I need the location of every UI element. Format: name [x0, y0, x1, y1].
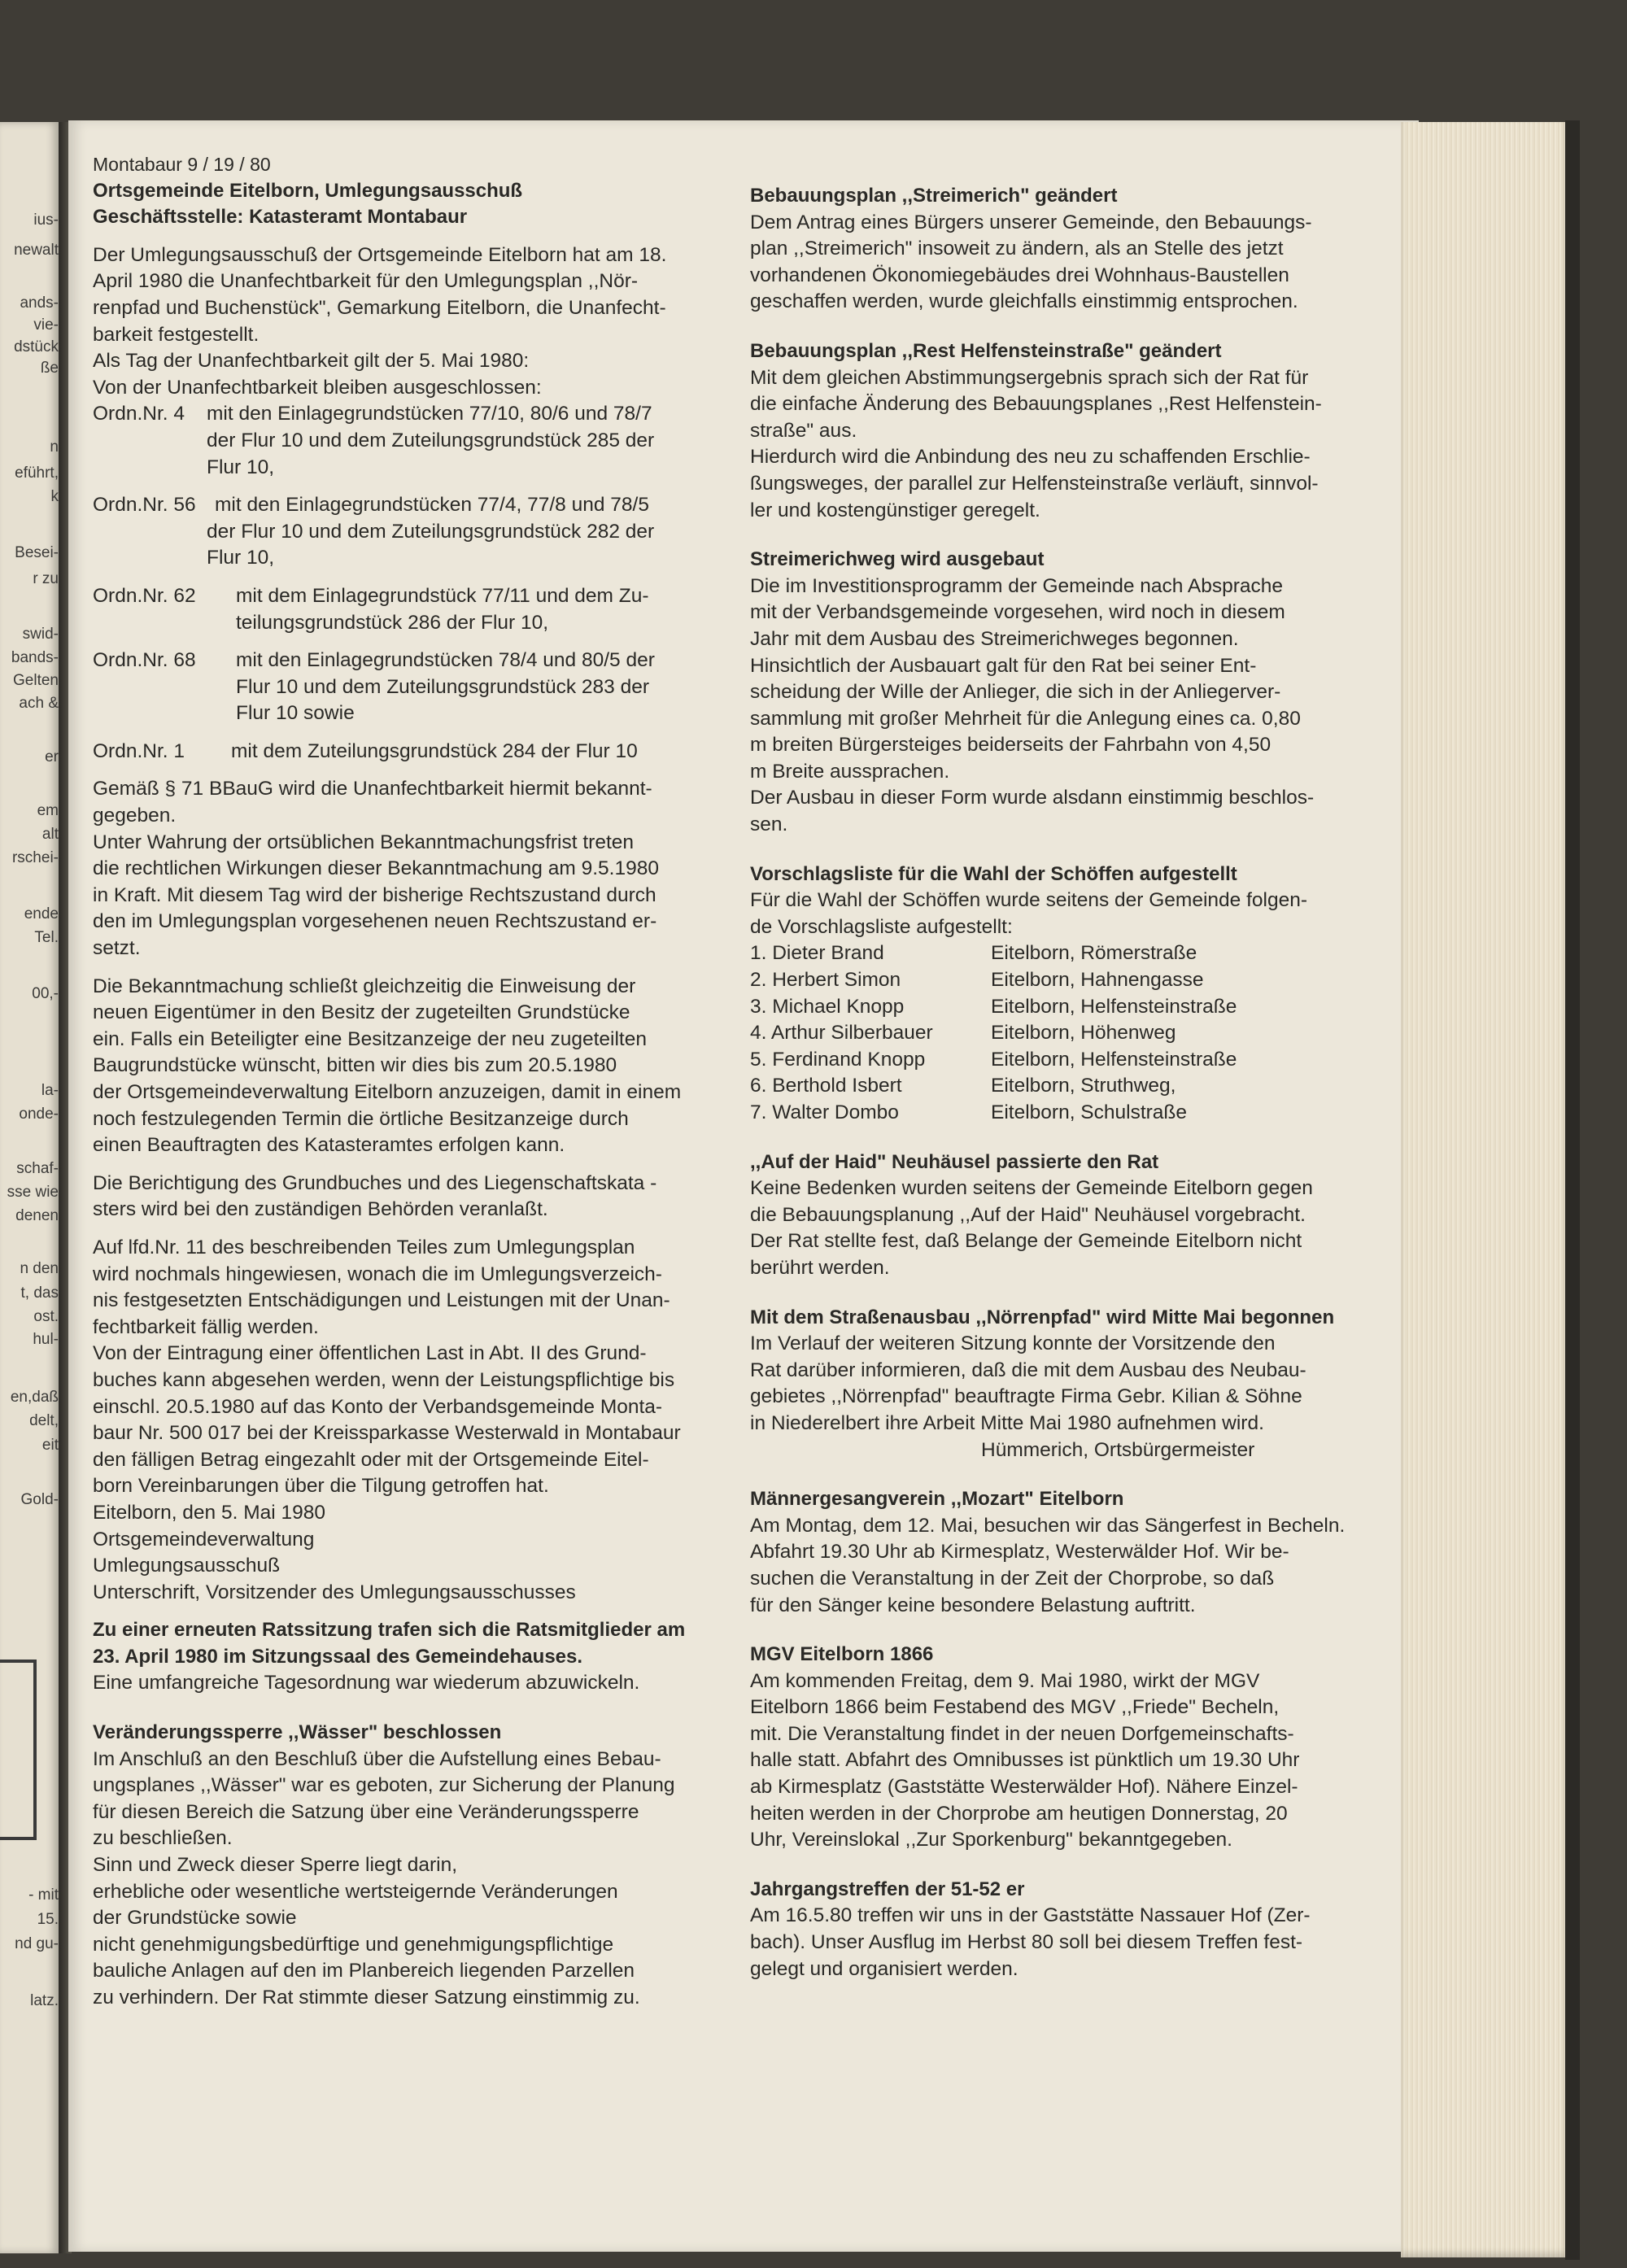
- page-edges: [1401, 122, 1565, 2257]
- previous-page-fragment: bands-: [11, 649, 59, 666]
- candidate-row: [750, 940, 1393, 967]
- text-line: straße" aus.: [750, 419, 857, 442]
- text-line: neuen Eigentümer in den Besitz der zugeteilten Grundstücke: [93, 1001, 630, 1024]
- text-line: sammlung mit großer Mehrheit für die Anlegung eines ca. 0,80: [750, 707, 1301, 730]
- parcel-text: mit den Einlagegrundstücken 77/4, 77/8 und 78/5: [215, 494, 649, 517]
- parcel-text: Flur 10,: [207, 547, 275, 569]
- text-line: born Vereinbarungen über die Tilgung getroffen hat.: [93, 1475, 549, 1498]
- section-heading: Bebauungsplan ,,Streimerich" geändert: [750, 185, 1118, 207]
- text-line: Hierdurch wird die Anbindung des neu zu schaffenden Erschlie-: [750, 446, 1311, 469]
- candidate-address: Eitelborn, Helfensteinstraße: [991, 995, 1237, 1018]
- text-line: Dem Antrag eines Bürgers unserer Gemeinde, den Bebauungs-: [750, 211, 1312, 233]
- candidate-address: Eitelborn, Struthweg,: [991, 1075, 1176, 1097]
- parcel-text: Flur 10 und dem Zuteilungsgrundstück 283 der: [236, 675, 649, 698]
- parcel-number: Ordn.Nr. 62: [93, 584, 196, 607]
- section-heading: Männergesangverein ,,Mozart" Eitelborn: [750, 1488, 1124, 1511]
- section-heading: Vorschlagsliste für die Wahl der Schöffen aufgestellt: [750, 862, 1237, 885]
- previous-page-fragment: eführt,: [15, 465, 59, 482]
- text-line: Abfahrt 19.30 Uhr ab Kirmesplatz, Westerwälder Hof. Wir be-: [750, 1541, 1289, 1564]
- section-heading: ,,Auf der Haid" Neuhäusel passierte den Rat: [750, 1150, 1159, 1173]
- previous-page-fragment: n: [50, 438, 59, 456]
- text-line: Hinsichtlich der Ausbauart galt für den Rat bei seiner Ent-: [750, 654, 1257, 677]
- text-line: Von der Unanfechtbarkeit bleiben ausgeschlossen:: [93, 376, 542, 399]
- text-line: vorhandenen Ökonomiegebäudes drei Wohnhaus-Baustellen: [750, 264, 1289, 286]
- previous-page-fragment: delt,: [29, 1412, 59, 1429]
- text-line: Am Montag, dem 12. Mai, besuchen wir das Sängerfest in Becheln.: [750, 1514, 1346, 1537]
- previous-page-fragment: dstück: [14, 338, 59, 355]
- mozart-section: [750, 1486, 1393, 1619]
- text-line: ab Kirmesplatz (Gaststätte Westerwälder Hof). Nähere Einzel-: [750, 1776, 1298, 1799]
- text-line: fechtbarkeit fällig werden.: [93, 1315, 319, 1338]
- text-line: der Grundstücke sowie: [93, 1907, 297, 1930]
- candidate-row: [750, 1073, 1393, 1100]
- previous-page-fragment: vie-: [33, 316, 59, 334]
- parcel-text: Flur 10,: [207, 456, 275, 478]
- parcel-list: [93, 401, 735, 765]
- text-line: Die Berichtigung des Grundbuches und des Liegenschaftskata -: [93, 1171, 657, 1194]
- text-line: Keine Bedenken wurden seitens der Gemeinde Eitelborn gegen: [750, 1177, 1313, 1200]
- text-line: Jahr mit dem Ausbau des Streimerichweges begonnen.: [750, 627, 1239, 650]
- text-line: gelegt und organisiert werden.: [750, 1957, 1019, 1980]
- text-line: mit der Verbandsgemeinde vorgesehen, wird noch in diesem: [750, 601, 1285, 624]
- candidate-row: [750, 967, 1393, 994]
- text-line: ungsplanes ,,Wässer" war es geboten, zur Sicherung der Planung: [93, 1774, 675, 1797]
- previous-page-fragment: newalt: [14, 242, 59, 259]
- notice-possession: [93, 974, 735, 1159]
- candidate-name: 7. Walter Dombo: [750, 1101, 899, 1123]
- previous-page-fragment: k: [50, 488, 59, 505]
- council-meeting-heading: 23. April 1980 im Sitzungssaal des Gemeindehauses.: [93, 1645, 583, 1668]
- section-heading: MGV Eitelborn 1866: [750, 1643, 934, 1666]
- previous-page-edge: [0, 122, 59, 2253]
- text-line: Rat darüber informieren, daß die mit dem Ausbau des Neubau-: [750, 1359, 1306, 1381]
- previous-page-fragment: alt: [41, 826, 59, 843]
- haid-section: [750, 1149, 1393, 1282]
- candidate-name: 3. Michael Knopp: [750, 995, 905, 1018]
- text-line: den fälligen Betrag eingezahlt oder mit der Ortsgemeinde Eitel-: [93, 1448, 649, 1471]
- previous-page-fragment: 15.: [37, 1911, 59, 1928]
- noerrenpfad-section: [750, 1305, 1393, 1464]
- text-line: baur Nr. 500 017 bei der Kreissparkasse Westerwald in Montabaur: [93, 1422, 681, 1445]
- text-line: de Vorschlagsliste aufgestellt:: [750, 915, 1013, 938]
- streimerichweg-section: [750, 547, 1393, 839]
- previous-page-fragment: er: [45, 748, 59, 765]
- notice-payment: [93, 1235, 735, 1606]
- left-column: [93, 151, 735, 2012]
- candidate-name: 2. Herbert Simon: [750, 969, 901, 992]
- notice-intro: [93, 242, 735, 402]
- previous-page-fragment: denen: [15, 1207, 59, 1224]
- text-line: wird nochmals hingewiesen, wonach die im Umlegungsverzeich-: [93, 1263, 662, 1285]
- previous-page-fragment: ße: [40, 360, 59, 377]
- text-line: Die Bekanntmachung schließt gleichzeitig die Einweisung der: [93, 975, 636, 997]
- previous-page-fragment: ach &: [19, 695, 59, 712]
- previous-page-fragment: Tel.: [34, 929, 59, 946]
- previous-page-fragment: Besei-: [15, 544, 59, 561]
- previous-page-fragment: eit: [41, 1437, 59, 1454]
- previous-page-fragment: t, das: [20, 1284, 59, 1302]
- parcel-row: [93, 401, 735, 428]
- candidate-row: [750, 1020, 1393, 1047]
- text-line: die Bebauungsplanung ,,Auf der Haid" Neuhäusel vorgebracht.: [750, 1203, 1306, 1226]
- previous-page-fragment: - mit: [28, 1886, 59, 1904]
- parcel-number: Ordn.Nr. 4: [93, 403, 185, 425]
- helfenstein-section: [750, 338, 1393, 524]
- previous-page-fragment: sse wie: [7, 1184, 59, 1201]
- parcel-row: [93, 583, 735, 610]
- text-line: für den Sänger keine besondere Belastung auftritt.: [750, 1594, 1196, 1616]
- text-line: bach). Unser Ausflug im Herbst 80 soll bei diesem Treffen fest-: [750, 1931, 1303, 1954]
- text-line: zu beschließen.: [93, 1827, 233, 1850]
- book-cover: [1565, 120, 1580, 2260]
- text-line: Die im Investitionsprogramm der Gemeinde nach Absprache: [750, 574, 1284, 597]
- previous-page-fragment: r zu: [33, 570, 59, 587]
- previous-page-fragment: n den: [20, 1260, 59, 1277]
- text-line: April 1980 die Unanfechtbarkeit für den Umlegungsplan ,,Nör-: [93, 270, 639, 293]
- previous-page-fragment: la-: [41, 1082, 59, 1099]
- parcel-text: der Flur 10 und dem Zuteilungsgrundstück 282 der: [207, 520, 655, 543]
- text-line: Am kommenden Freitag, dem 9. Mai 1980, wirkt der MGV: [750, 1669, 1260, 1692]
- candidate-address: Eitelborn, Hahnengasse: [991, 969, 1204, 992]
- previous-page-fragment: latz.: [30, 1992, 59, 2009]
- text-line: einen Beauftragten des Katasteramtes erfolgen kann.: [93, 1134, 565, 1157]
- text-line: Unterschrift, Vorsitzender des Umlegungsausschusses: [93, 1581, 576, 1603]
- section-heading: Veränderungssperre ,,Wässer" beschlossen: [93, 1721, 502, 1744]
- text-line: m Breite aussprachen.: [750, 760, 950, 783]
- previous-page-fragment: ius-: [33, 212, 59, 229]
- previous-page-fragment: en,daß: [10, 1389, 59, 1406]
- text-line: in Niederelbert ihre Arbeit Mitte Mai 1980 aufnehmen wird.: [750, 1411, 1264, 1434]
- previous-page-box: [0, 1660, 37, 1840]
- notice-registry: [93, 1171, 735, 1223]
- text-line: m breiten Bürgersteiges beiderseits der Fahrbahn von 4,50: [750, 734, 1272, 757]
- text-line: ßungsweges, der parallel zur Helfensteinstraße verläuft, sinnvol-: [750, 472, 1319, 495]
- jahrgang-section: [750, 1877, 1393, 1982]
- previous-page-fragment: ende: [24, 905, 59, 922]
- parcel-text: teilungsgrundstück 286 der Flur 10,: [236, 611, 549, 634]
- text-line: Gemäß § 71 BBauG wird die Unanfechtbarkeit hiermit bekannt-: [93, 778, 652, 800]
- text-line: für diesen Bereich die Satzung über eine Veränderungssperre: [93, 1800, 639, 1823]
- text-line: geschaffen werden, wurde gleichfalls einstimmig entsprochen.: [750, 290, 1298, 313]
- text-line: Für die Wahl der Schöffen wurde seitens der Gemeinde folgen-: [750, 889, 1308, 912]
- parcel-text: mit den Einlagegrundstücken 77/10, 80/6 und 78/7: [207, 403, 652, 425]
- text-line: der Ortsgemeindeverwaltung Eitelborn anzuzeigen, damit in einem: [93, 1081, 682, 1103]
- text-line: sters wird bei den zuständigen Behörden veranlaßt.: [93, 1198, 548, 1221]
- text-line: Umlegungsausschuß: [93, 1555, 281, 1577]
- text-line: Im Anschluß an den Beschluß über die Aufstellung eines Bebau-: [93, 1747, 661, 1770]
- text-line: noch festzulegenden Termin die örtliche Besitzanzeige durch: [93, 1107, 629, 1130]
- previous-page-fragment: onde-: [19, 1106, 59, 1123]
- text-line: scheidung der Wille der Anlieger, die sich in der Anliegerver-: [750, 681, 1281, 704]
- parcel-number: Ordn.Nr. 56: [93, 494, 196, 517]
- streimerich-section: [750, 183, 1393, 316]
- candidate-address: Eitelborn, Schulstraße: [991, 1101, 1188, 1123]
- candidate-address: Eitelborn, Höhenweg: [991, 1022, 1176, 1045]
- council-meeting: [93, 1617, 735, 1697]
- signature: Hümmerich, Ortsbürgermeister: [981, 1438, 1255, 1461]
- parcel-text: mit dem Zuteilungsgrundstück 284 der Flur 10: [231, 739, 638, 762]
- text-line: plan ,,Streimerich" insoweit zu ändern, als an Stelle des jetzt: [750, 238, 1284, 260]
- parcel-row: [93, 739, 735, 765]
- waesser-section: [93, 1720, 735, 2012]
- text-line: setzt.: [93, 937, 141, 960]
- text-line: Im Verlauf der weiteren Sitzung konnte der Vorsitzende den: [750, 1332, 1276, 1355]
- parcel-row: [93, 648, 735, 674]
- previous-page-fragment: hul-: [33, 1331, 59, 1348]
- notice-effect: [93, 776, 735, 962]
- text-line: berührt werden.: [750, 1256, 890, 1279]
- right-column: [750, 183, 1393, 1982]
- text-line: Eitelborn 1866 beim Festabend des MGV ,,Friede" Becheln,: [750, 1696, 1280, 1719]
- previous-page-fragment: ands-: [20, 294, 59, 312]
- text-line: Ortsgemeindeverwaltung: [93, 1528, 315, 1551]
- previous-page-fragment: swid-: [22, 626, 59, 643]
- text-line: Sinn und Zweck dieser Sperre liegt darin,: [93, 1854, 458, 1877]
- text-line: Der Rat stellte fest, daß Belange der Gemeinde Eitelborn nicht: [750, 1230, 1302, 1253]
- text-line: buches kann abgesehen werden, wenn der Leistungspflichtige bis: [93, 1368, 675, 1391]
- parcel-text: der Flur 10 und dem Zuteilungsgrundstück 285 der: [207, 429, 655, 451]
- text-line: heiten werden in der Chorprobe am heutigen Donnerstag, 20: [750, 1802, 1288, 1825]
- candidate-list: [750, 940, 1393, 1126]
- section-heading: Streimerichweg wird ausgebaut: [750, 548, 1045, 571]
- text-line: renpfad und Buchenstück", Gemarkung Eitelborn, die Unanfecht-: [93, 296, 666, 319]
- candidate-name: 5. Ferdinand Knopp: [750, 1048, 926, 1071]
- parcel-row: [93, 492, 735, 519]
- text-line: sen.: [750, 813, 788, 836]
- text-line: barkeit festgestellt.: [93, 323, 260, 346]
- text-line: erhebliche oder wesentliche wertsteigernde Veränderungen: [93, 1880, 618, 1903]
- text-line: Als Tag der Unanfechtbarkeit gilt der 5. Mai 1980:: [93, 350, 530, 373]
- text-line: ein. Falls ein Beteiligter eine Besitzanzeige der neu zugeteilten: [93, 1027, 647, 1050]
- previous-page-fragment: Gold-: [20, 1491, 59, 1508]
- text-line: Eine umfangreiche Tagesordnung war wiederum abzuwickeln.: [93, 1672, 640, 1694]
- candidate-row: [750, 994, 1393, 1021]
- text-line: zu verhindern. Der Rat stimmte dieser Satzung einstimmig zu.: [93, 1987, 640, 2008]
- previous-page-fragment: rschei-: [11, 849, 59, 866]
- text-line: Unter Wahrung der ortsüblichen Bekanntmachungsfrist treten: [93, 831, 635, 853]
- text-line: den im Umlegungsplan vorgesehenen neuen Rechtszustand er-: [93, 910, 657, 933]
- candidate-row: [750, 1047, 1393, 1074]
- council-meeting-heading: Zu einer erneuten Ratssitzung trafen sich die Ratsmitglieder am: [93, 1619, 686, 1642]
- text-line: Eitelborn, den 5. Mai 1980: [93, 1501, 326, 1524]
- parcel-text: mit dem Einlagegrundstück 77/11 und dem Zu-: [236, 584, 649, 607]
- text-line: Mit dem gleichen Abstimmungsergebnis sprach sich der Rat für: [750, 366, 1309, 389]
- text-line: bauliche Anlagen auf den im Planbereich liegenden Parzellen: [93, 1960, 635, 1982]
- text-line: einschl. 20.5.1980 auf das Konto der Verbandsgemeinde Monta-: [93, 1395, 663, 1418]
- text-line: Der Umlegungsausschuß der Ortsgemeinde Eitelborn hat am 18.: [93, 243, 667, 266]
- previous-page-fragment: nd gu-: [15, 1935, 59, 1952]
- previous-page-fragment: Gelten: [13, 672, 59, 689]
- text-line: Uhr, Vereinslokal ,,Zur Sporkenburg" bekanntgegeben.: [750, 1829, 1232, 1851]
- parcel-text: mit den Einlagegrundstücken 78/4 und 80/5 der: [236, 649, 655, 672]
- previous-page-fragment: schaf-: [16, 1160, 59, 1177]
- parcel-number: Ordn.Nr. 1: [93, 739, 185, 762]
- text-line: mit. Die Veranstaltung findet in der neuen Dorfgemeinschafts-: [750, 1722, 1294, 1745]
- candidate-row: [750, 1100, 1393, 1127]
- notice-office: Geschäftsstelle: Katasteramt Montabaur: [93, 206, 468, 229]
- candidate-name: 6. Berthold Isbert: [750, 1075, 902, 1097]
- candidate-name: 4. Arthur Silberbauer: [750, 1022, 933, 1045]
- previous-page-fragment: em: [37, 802, 59, 819]
- text-line: suchen die Veranstaltung in der Zeit der Chorprobe, so daß: [750, 1567, 1275, 1590]
- notice-title: Ortsgemeinde Eitelborn, Umlegungsausschuß: [93, 179, 523, 202]
- text-line: ler und kostengünstiger geregelt.: [750, 499, 1040, 521]
- text-line: nicht genehmigungsbedürftige und genehmigungspflichtige: [93, 1933, 614, 1956]
- section-heading: Bebauungsplan ,,Rest Helfensteinstraße" geändert: [750, 339, 1222, 362]
- text-line: Baugrundstücke wünscht, bitten wir dies bis zum 20.5.1980: [93, 1054, 617, 1077]
- candidate-name: 1. Dieter Brand: [750, 942, 884, 965]
- text-line: nis festgesetzten Entschädigungen und Leistungen mit der Unan-: [93, 1289, 670, 1312]
- text-line: Der Ausbau in dieser Form wurde alsdann einstimmig beschlos-: [750, 787, 1315, 809]
- previous-page-fragment: 00,-: [32, 985, 59, 1002]
- section-heading: Mit dem Straßenausbau ,,Nörrenpfad" wird Mitte Mai begonnen: [750, 1306, 1335, 1328]
- text-line: gegeben.: [93, 805, 177, 827]
- mgv-section: [750, 1642, 1393, 1854]
- text-line: Von der Eintragung einer öffentlichen Last in Abt. II des Grund-: [93, 1342, 647, 1365]
- section-heading: Jahrgangstreffen der 51-52 er: [750, 1878, 1025, 1900]
- parcel-number: Ordn.Nr. 68: [93, 649, 196, 672]
- text-line: Auf lfd.Nr. 11 des beschreibenden Teiles zum Umlegungsplan: [93, 1236, 635, 1258]
- text-line: halle statt. Abfahrt des Omnibusses ist pünktlich um 19.30 Uhr: [750, 1749, 1300, 1772]
- candidate-address: Eitelborn, Römerstraße: [991, 942, 1197, 965]
- previous-page-fragment: ost.: [33, 1308, 59, 1325]
- parcel-text: Flur 10 sowie: [236, 702, 355, 725]
- issue-line: Montabaur 9 / 19 / 80: [93, 154, 271, 175]
- text-line: Am 16.5.80 treffen wir uns in der Gaststätte Nassauer Hof (Zer-: [750, 1904, 1311, 1927]
- schoeffen-section: [750, 861, 1393, 1127]
- text-line: die einfache Änderung des Bebauungsplanes ,,Rest Helfenstein-: [750, 393, 1322, 416]
- text-line: die rechtlichen Wirkungen dieser Bekanntmachung am 9.5.1980: [93, 857, 659, 880]
- text-line: gebietes ,,Nörrenpfad" beauftragte Firma Gebr. Kilian & Söhne: [750, 1385, 1302, 1408]
- text-line: in Kraft. Mit diesem Tag wird der bisherige Rechtszustand durch: [93, 883, 656, 906]
- candidate-address: Eitelborn, Helfensteinstraße: [991, 1048, 1237, 1071]
